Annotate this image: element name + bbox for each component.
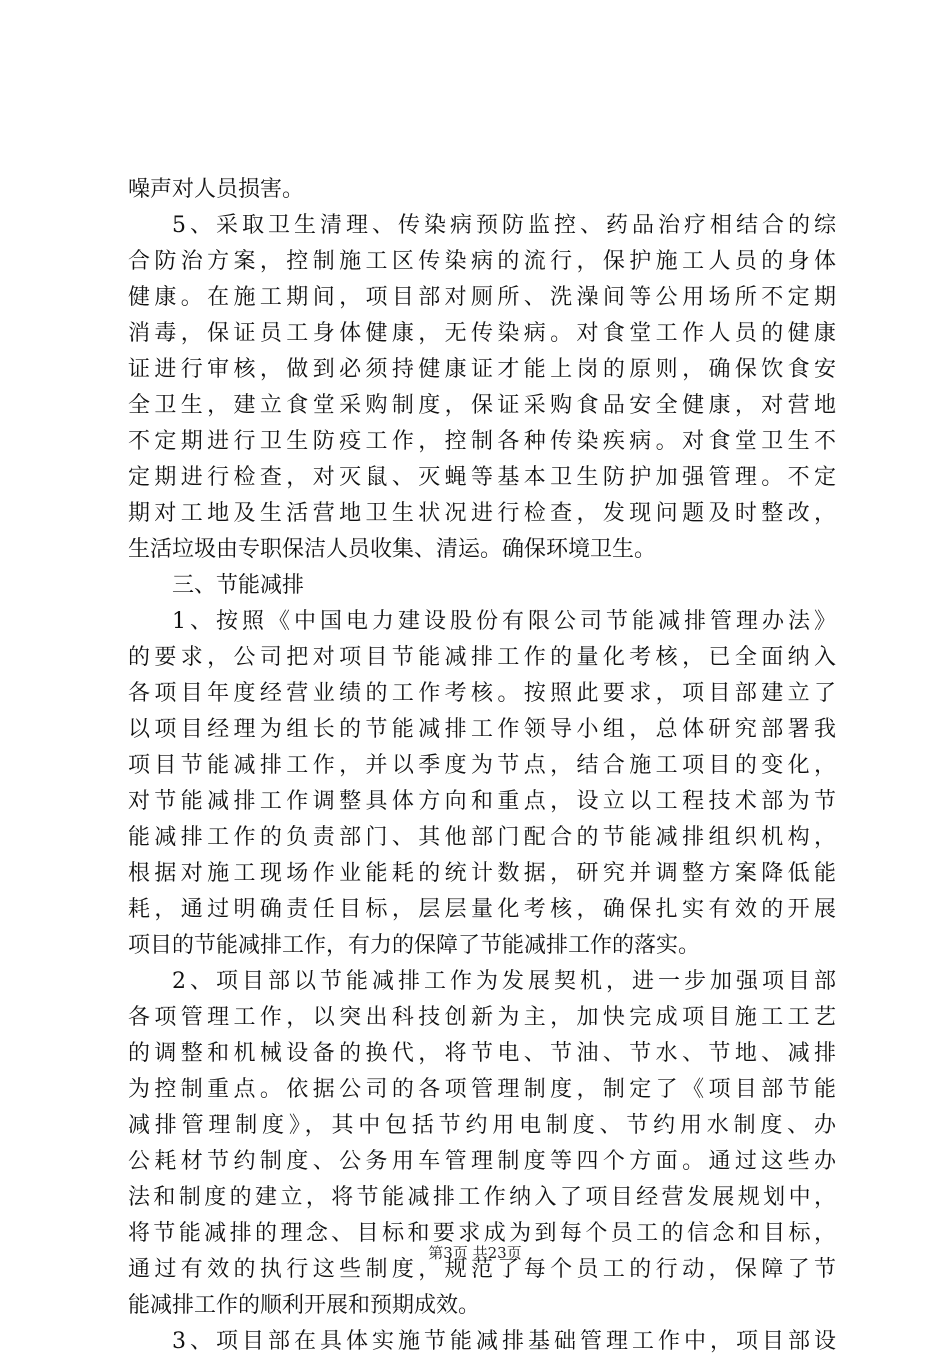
text-line: 消毒，保证员工身体健康，无传染病。对食堂工作人员的健康 [128,321,836,346]
text-line: 能减排工作的负责部门、其他部门配合的节能减排组织机构， [128,825,836,850]
page-number-footer: 第3页 共23页 [428,1244,522,1262]
text-line: 不定期进行卫生防疫工作，控制各种传染疾病。对食堂卫生不 [128,429,836,454]
text-line: 各项管理工作，以突出科技创新为主，加快完成项目施工工艺 [128,1005,836,1030]
text-line: 噪声对人员损害。 [128,177,305,202]
text-line: 将节能减排的理念、目标和要求成为到每个员工的信念和目标， [128,1221,836,1246]
section-heading: 三、节能减排 [172,573,305,598]
text-line: 合防治方案，控制施工区传染病的流行，保护施工人员的身体 [128,249,836,274]
text-line: 5、采取卫生清理、传染病预防监控、药品治疗相结合的综 [172,213,836,238]
document-body [128,172,836,1360]
text-line: 对节能减排工作调整具体方向和重点，设立以工程技术部为节 [128,789,836,814]
text-line: 的调整和机械设备的换代，将节电、节油、节水、节地、减排 [128,1041,836,1066]
text-line: 通过有效的执行这些制度，规范了每个员工的行动，保障了节 [128,1257,836,1282]
text-line: 1、按照《中国电力建设股份有限公司节能减排管理办法》 [172,609,836,634]
text-line: 全卫生，建立食堂采购制度，保证采购食品安全健康，对营地 [128,393,836,418]
text-line: 以项目经理为组长的节能减排工作领导小组，总体研究部署我 [128,717,836,742]
text-line: 定期进行检查，对灭鼠、灭蝇等基本卫生防护加强管理。不定 [128,465,836,490]
text-line: 健康。在施工期间，项目部对厕所、洗澡间等公用场所不定期 [128,285,836,310]
text-line: 减排管理制度》，其中包括节约用电制度、节约用水制度、办 [128,1113,836,1138]
text-line: 根据对施工现场作业能耗的统计数据，研究并调整方案降低能 [128,861,836,886]
text-line: 各项目年度经营业绩的工作考核。按照此要求，项目部建立了 [128,681,836,706]
text-line: 公耗材节约制度、公务用车管理制度等四个方面。通过这些办 [128,1149,836,1174]
text-line: 项目的节能减排工作，有力的保障了节能减排工作的落实。 [128,933,701,958]
text-line: 证进行审核，做到必须持健康证才能上岗的原则，确保饮食安 [128,357,836,382]
text-line: 的要求，公司把对项目节能减排工作的量化考核，已全面纳入 [128,645,836,670]
text-line: 耗，通过明确责任目标，层层量化考核，确保扎实有效的开展 [128,897,836,922]
text-line: 能减排工作的顺利开展和预期成效。 [128,1293,481,1318]
text-line: 为控制重点。依据公司的各项管理制度，制定了《项目部节能 [128,1077,836,1102]
text-line: 项目节能减排工作，并以季度为节点，结合施工项目的变化， [128,753,836,778]
text-line: 2、项目部以节能减排工作为发展契机，进一步加强项目部 [172,969,836,994]
text-line: 期对工地及生活营地卫生状况进行检查，发现问题及时整改， [128,501,836,526]
text-line: 生活垃圾由专职保洁人员收集、清运。确保环境卫生。 [128,537,657,562]
text-line: 3、项目部在具体实施节能减排基础管理工作中，项目部设 [172,1329,836,1354]
text-line: 法和制度的建立，将节能减排工作纳入了项目经营发展规划中， [128,1185,836,1210]
